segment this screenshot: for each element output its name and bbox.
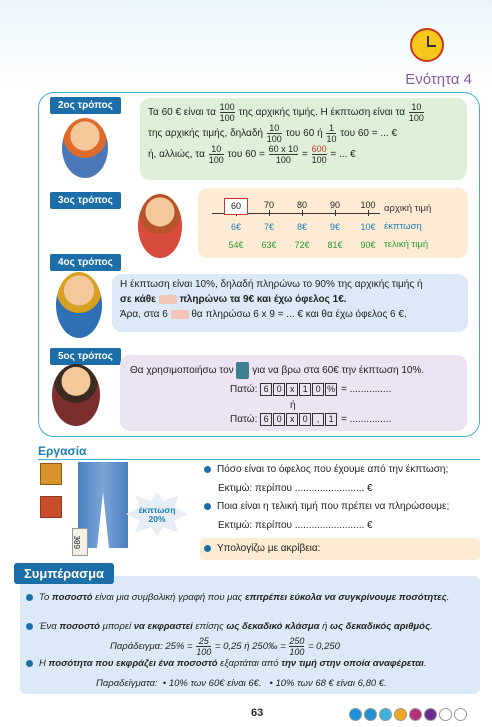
question-3: Υπολογίζω με ακρίβεια: [204, 543, 320, 554]
shirt-icon [40, 496, 62, 518]
final-price-value: 81€ [327, 240, 343, 250]
question-2: Ποια είναι η τελική τιμή που πρέπει να πληρώσουμε; [204, 501, 449, 512]
label-final-price: τελική τιμή [384, 239, 429, 250]
method-3-tag: 3ος τρόπος [50, 192, 121, 209]
method-2-tag: 2ος τρόπος [50, 97, 121, 114]
color-dot [439, 708, 452, 721]
calculator-key: 0 [299, 413, 311, 426]
ten-euro-note-icon [159, 295, 177, 304]
final-price-value: 72€ [294, 240, 310, 250]
estimate-2: Εκτιμώ: περίπου ......................... € [218, 520, 373, 531]
price-tag: 68€ [72, 528, 88, 556]
discount-value: 8€ [296, 222, 307, 232]
bullet-icon [204, 545, 211, 552]
bullet-icon [26, 594, 33, 601]
euro-note-icon [171, 310, 189, 319]
or-label: ή [290, 400, 296, 411]
conclusion-example-2: Παραδείγματα: • 10% των 60€ είναι 6€. • 10% των 68 € είναι 6,80 €. [96, 678, 387, 689]
calculator-key: x [286, 383, 298, 396]
conclusion-point-2: Ένα ποσοστό μπορεί να εκφραστεί επίσης ως δεκαδικό κλάσμα ή ως δεκαδικός αριθμός. [26, 620, 476, 634]
calculator-key: % [327, 384, 336, 394]
conclusion-point-3: Η ποσότητα που εκφράζει ένα ποσοστό εξαρτάται από την τιμή στην οποία αναφέρεται. [26, 657, 476, 671]
bullet-icon [26, 660, 33, 667]
color-dot [364, 708, 377, 721]
unit-title: Ενότητα 4 [405, 71, 472, 88]
calculator-key: 0 [273, 383, 285, 396]
work-title: Εργασία [38, 444, 87, 458]
discount-badge-text: έκπτωση 20% [138, 505, 176, 524]
work-divider [38, 459, 480, 460]
shirts-icon [40, 463, 62, 485]
method-4-bubble: Η έκπτωση είναι 10%, δηλαδή πληρώνω το 90% της αρχικής τιμής ή σε κάθε πληρώνω τα 9€ και έχω όφελος 1€. Άρα, στα 6 θα πληρώσω 6 x 9 = ... € και θα έχω όφελος 6 €. [112, 274, 468, 332]
estimate-1: Εκτιμώ: περίπου ......................... € [218, 483, 373, 494]
conclusion-point-1: Το ποσοστό είναι μια συμβολική γραφή που μας επιτρέπει εύκολα να συγκρίνουμε ποσότητες. [26, 591, 471, 605]
color-dot [409, 708, 422, 721]
conclusion-example-1: Παράδειγμα: 25% = $\frac{25}{100}$ = 0,25 ή 250‰ = $\frac{250}{100}$ = 0,250 [110, 636, 340, 657]
discount-value: 9€ [329, 222, 340, 232]
final-price-value: 54€ [228, 240, 244, 250]
boy-avatar [56, 272, 102, 338]
color-dot [424, 708, 437, 721]
price-label: 80 [296, 200, 307, 210]
page-number: 63 [251, 707, 264, 719]
boy-thinking-avatar [52, 364, 100, 426]
discount-value: 6€ [230, 222, 241, 232]
calculator-key: 0 [273, 413, 285, 426]
discount-value: 7€ [263, 222, 274, 232]
method-3-bubble [198, 188, 468, 258]
price-label: 100 [360, 200, 376, 210]
method-5-tag: 5ος τρόπος [50, 348, 121, 365]
calculator-key: x [286, 413, 298, 426]
calculator-key: 6 [260, 413, 272, 426]
color-dots [347, 708, 467, 726]
method-4-tag: 4ος τρόπος [50, 254, 121, 271]
girl-avatar [138, 194, 182, 258]
boy-writing-avatar [62, 118, 108, 178]
calculator-key: 1 [299, 383, 311, 396]
calculator-key: , [312, 413, 324, 426]
method-5-bubble: Θα χρησιμοποιήσω τον για να βρω στα 60€ την έκπτωση 10%. Πατώ: 6 0 x 1 0 % = ............... ή Πατώ: 6 0 x 0 , 1 = ............... [120, 355, 467, 431]
calculator-key: 6 [260, 383, 272, 396]
discount-value: 10€ [360, 222, 376, 232]
final-price-value: 90€ [360, 240, 376, 250]
calculator-key: 1 [325, 413, 337, 426]
price-label: 70 [263, 200, 274, 210]
color-dot [454, 708, 467, 721]
calculator-key: 0 [312, 383, 324, 396]
label-initial-price: αρχική τιμή [384, 203, 432, 214]
price-label: 90 [329, 200, 340, 210]
calculator-icon [236, 362, 249, 379]
bullet-icon [204, 503, 211, 510]
question-1: Πόσο είναι το όφελος που έχουμε από την έκπτωση; [204, 464, 448, 475]
method-2-bubble: Τα 60 € είναι τα $\frac{100}{100}$ της αρχικής τιμής. Η έκπτωση είναι τα $\frac{10}{100}$ της αρχικής τιμής, δηλαδή $\frac{10}{100}$ του 60 ή $\frac{1}{10}$ του 60 = ... € ή, αλλιώς, τα $\frac{10}{100}$ του 60 = $\frac{60 x 10}{100}$ = $\frac{600}{100}$ = ... € [140, 98, 467, 180]
color-dot [379, 708, 392, 721]
bullet-icon [204, 466, 211, 473]
clock-icon [410, 28, 444, 62]
final-price-value: 63€ [261, 240, 277, 250]
key-sequence-1: Πατώ: 6 0 x 1 0 % = ............... [230, 384, 392, 395]
conclusion-title: Συμπέρασμα [14, 563, 114, 584]
label-discount: έκπτωση [384, 221, 422, 232]
price-label: 60 [224, 198, 248, 215]
bullet-icon [26, 623, 33, 630]
color-dot [349, 708, 362, 721]
key-sequence-2: Πατώ: 6 0 x 0 , 1 = ............... [230, 414, 392, 425]
color-dot [394, 708, 407, 721]
